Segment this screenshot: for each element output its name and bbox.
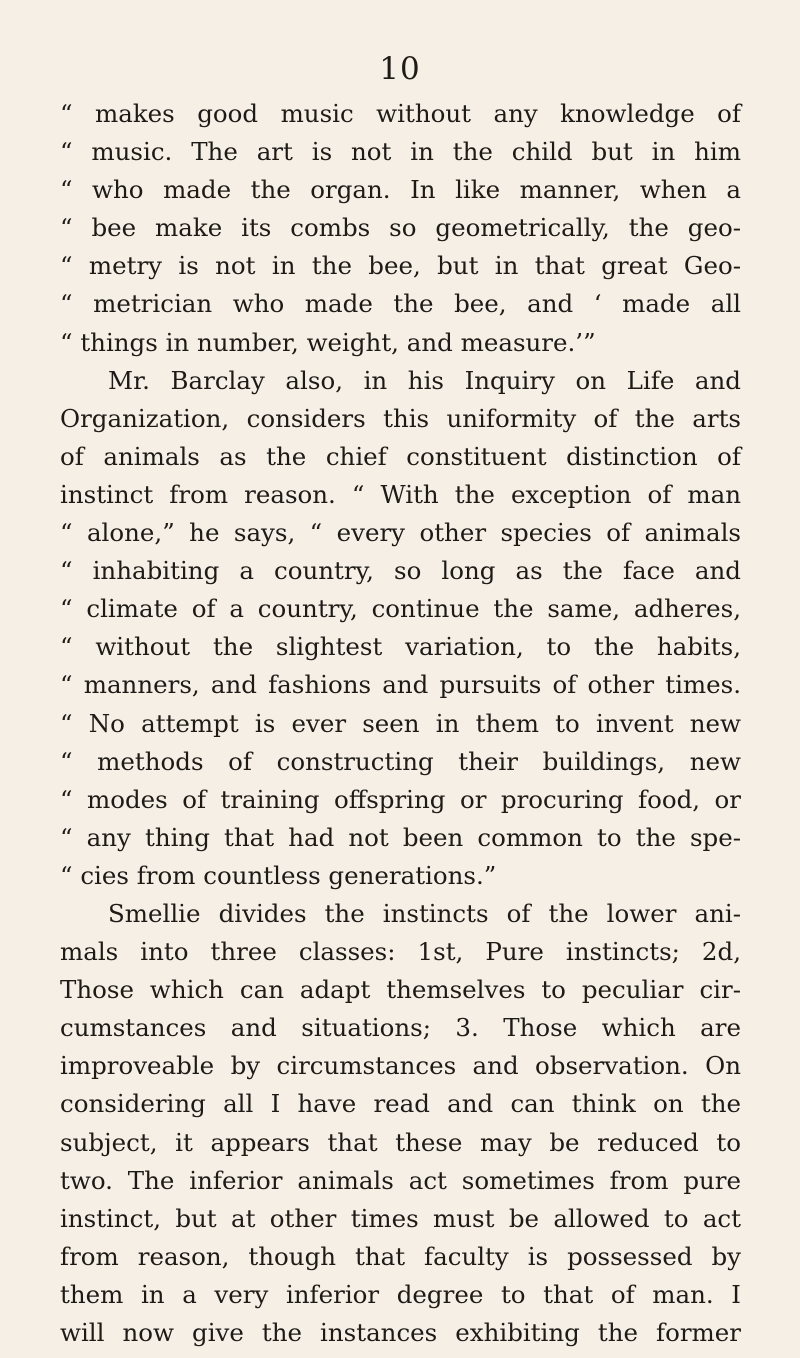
- text-line: from reason, though that faculty is possessed by: [60, 1241, 741, 1271]
- text-line: “ who made the organ. In like manner, when a: [60, 175, 741, 205]
- text-line: “ bee make its combs so geometrically, the geo-: [60, 213, 741, 243]
- body-text: [60, 95, 741, 1352]
- text-line: considering all I have read and can think on the: [60, 1089, 741, 1119]
- text-line: of animals as the chief constituent distinction of: [60, 441, 741, 471]
- text-line: “ manners, and fashions and pursuits of other times.: [60, 670, 741, 700]
- text-line: instinct from reason. “ With the exception of man: [60, 479, 741, 509]
- text-line: “ metry is not in the bee, but in that great Geo-: [60, 251, 741, 281]
- text-line: “ music. The art is not in the child but in him: [60, 137, 741, 167]
- text-line: “ methods of constructing their buildings, new: [60, 746, 741, 776]
- text-line: Organization, considers this uniformity of the arts: [60, 403, 741, 433]
- text-line: two. The inferior animals act sometimes from pure: [60, 1165, 741, 1195]
- text-line: instinct, but at other times must be allowed to act: [60, 1203, 741, 1233]
- text-line: Smellie divides the instincts of the lower ani-: [108, 898, 741, 928]
- text-line: Mr. Barclay also, in his Inquiry on Life and: [108, 365, 741, 395]
- text-line: “ makes good music without any knowledge of: [60, 99, 741, 128]
- text-line: “ alone,” he says, “ every other species of animals: [60, 518, 741, 548]
- text-line: improveable by circumstances and observation. On: [60, 1051, 741, 1081]
- text-line: mals into three classes: 1st, Pure instincts; 2d,: [60, 937, 741, 967]
- text-line: subject, it appears that these may be reduced to: [60, 1127, 741, 1157]
- text-line: “ any thing that had not been common to the spe-: [60, 822, 741, 852]
- text-line: “ modes of training offspring or procuring food, or: [60, 784, 741, 814]
- text-line: them in a very inferior degree to that of man. I: [60, 1279, 741, 1309]
- text-line: “ things in number, weight, and measure.’”: [60, 327, 596, 357]
- text-line: “ climate of a country, continue the same, adheres,: [60, 594, 741, 624]
- text-line: “ cies from countless generations.”: [60, 860, 497, 890]
- text-line: “ metrician who made the bee, and ‘ made all: [60, 289, 741, 319]
- text-line: Those which can adapt themselves to peculiar cir-: [60, 975, 741, 1005]
- page-number: 10: [379, 51, 421, 87]
- text-line: “ without the slightest variation, to the habits,: [60, 632, 741, 662]
- text-line: “ No attempt is ever seen in them to invent new: [60, 708, 741, 738]
- text-line: cumstances and situations; 3. Those which are: [60, 1013, 741, 1043]
- text-line: will now give the instances exhibiting the former: [60, 1318, 741, 1347]
- text-line: “ inhabiting a country, so long as the face and: [60, 556, 741, 586]
